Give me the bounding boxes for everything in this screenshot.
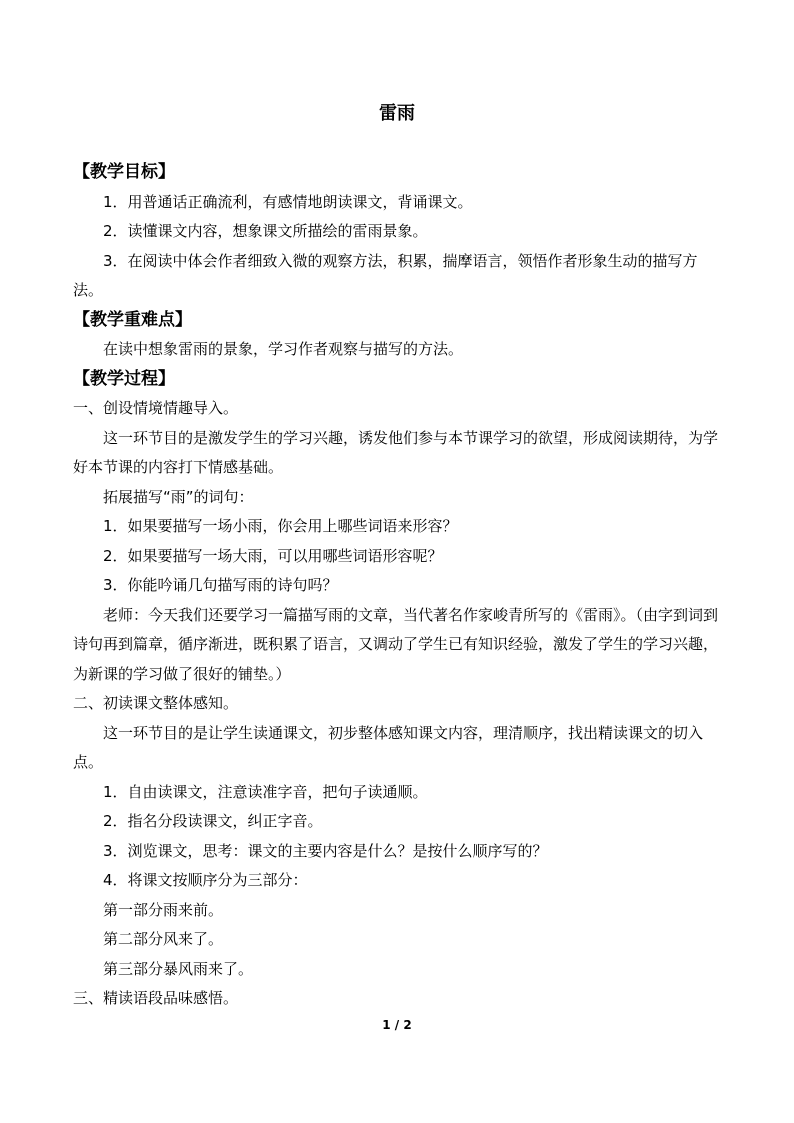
paragraph: 拓展描写“雨”的词句： bbox=[103, 487, 254, 506]
document-title: 雷雨 bbox=[379, 103, 415, 124]
document-body bbox=[73, 158, 723, 1014]
paragraph: 第三部分暴风雨来了。 bbox=[103, 959, 254, 978]
paragraph: 第二部分风来了。 bbox=[103, 930, 224, 948]
process-step-heading: 一、创设情境情趣导入。 bbox=[73, 399, 239, 417]
section-heading-process: 【教学过程】 bbox=[73, 368, 175, 389]
paragraph: 3．你能吟诵几句描写雨的诗句吗？ bbox=[103, 576, 338, 594]
paragraph: 1．如果要描写一场小雨，你会用上哪些词语来形容？ bbox=[103, 517, 458, 535]
paragraph: 2．读懂课文内容，想象课文所描绘的雷雨景象。 bbox=[103, 222, 428, 240]
paragraph: 1．用普通话正确流利，有感情地朗读课文，背诵课文。 bbox=[103, 192, 473, 211]
process-step-heading: 二、初读课文整体感知。 bbox=[73, 694, 239, 712]
page-number: 1 / 2 bbox=[382, 1018, 412, 1032]
paragraph: 在读中想象雷雨的景象，学习作者观察与描写的方法。 bbox=[103, 340, 464, 358]
paragraph: 3．在阅读中体会作者细致入微的观察方法，积累，揣摩语言，领悟作者形象生动的描写方法。 bbox=[73, 251, 698, 299]
paragraph: 第一部分雨来前。 bbox=[103, 900, 224, 919]
paragraph: 这一环节目的是让学生读通课文，初步整体感知课文内容，理清顺序，找出精读课文的切入点。 bbox=[73, 723, 704, 771]
paragraph: 老师：今天我们还要学习一篇描写雨的文章，当代著名作家峻青所写的《雷雨》。（由字到词到诗句再到篇章，循序渐进，既积累了语言，又调动了学生已有知识经验，激发了学生的学习兴趣，为新课的学习做了很好的铺垫。） bbox=[73, 605, 719, 683]
paragraph: 1．自由读课文，注意读准字音，把句子读通顺。 bbox=[103, 782, 428, 801]
process-step-heading: 三、精读语段品味感悟。 bbox=[73, 989, 239, 1007]
section-heading-key-points: 【教学重难点】 bbox=[73, 309, 192, 330]
paragraph: 2．指名分段读课文，纠正字音。 bbox=[103, 812, 323, 830]
paragraph: 2．如果要描写一场大雨，可以用哪些词语形容呢？ bbox=[103, 546, 443, 565]
paragraph: 4．将课文按顺序分为三部分： bbox=[103, 871, 308, 889]
section-heading-objectives: 【教学目标】 bbox=[73, 162, 175, 182]
paragraph: 3．浏览课文，思考：课文的主要内容是什么？是按什么顺序写的？ bbox=[103, 841, 548, 860]
paragraph: 这一环节目的是激发学生的学习兴趣，诱发他们参与本节课学习的欲望，形成阅读期待，为学好本节课的内容打下情感基础。 bbox=[73, 428, 719, 476]
